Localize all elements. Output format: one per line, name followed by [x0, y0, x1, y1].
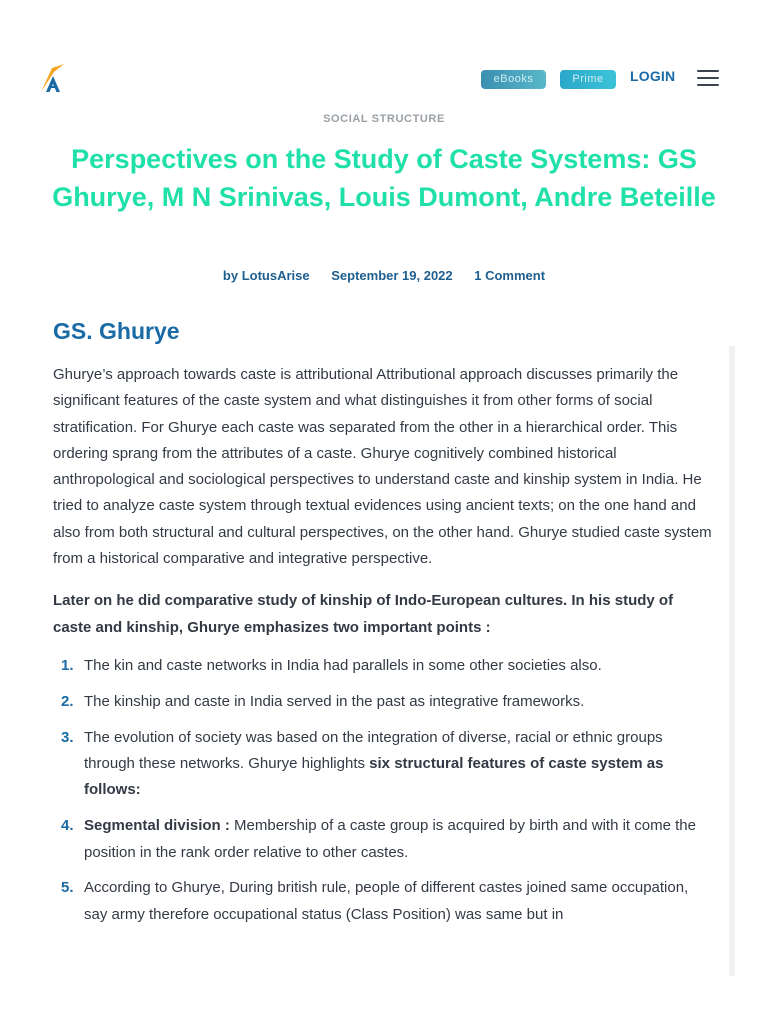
comments-link[interactable]: 1 Comment	[474, 268, 546, 283]
list-item-text: The kinship and caste in India served in the past as integrative frameworks.	[84, 692, 585, 710]
hamburger-menu-icon[interactable]	[697, 70, 719, 86]
site-header	[0, 0, 768, 110]
list-item	[53, 875, 713, 928]
list-number: 5.	[61, 879, 74, 897]
article-body	[53, 314, 713, 938]
article-category[interactable]: SOCIAL STRUCTURE	[323, 113, 445, 125]
ebooks-button[interactable]: eBooks	[481, 70, 546, 89]
date-link[interactable]: September 19, 2022	[331, 268, 453, 283]
list-number: 3.	[61, 728, 74, 746]
bold-paragraph: Later on he did comparative study of kinship of Indo-European cultures. In his study of caste and kinship, Ghurye emphasizes two important points :	[53, 592, 674, 636]
scrollbar[interactable]	[729, 346, 735, 976]
list-number: 4.	[61, 817, 74, 835]
article-meta	[0, 268, 768, 283]
lotusarise-logo[interactable]	[38, 62, 68, 94]
section-heading: GS. Ghurye	[53, 318, 180, 344]
list-item	[53, 813, 713, 866]
list-item-bold-text: six structural features of caste system as follows:	[84, 755, 664, 799]
list-item-text: The kin and caste networks in India had parallels in some other societies also.	[84, 656, 602, 674]
list-number: 2.	[61, 692, 74, 710]
list-item-text: The evolution of society was based on the integration of diverse, racial or ethnic groups through these networks. Ghurye highlights	[84, 728, 663, 773]
list-item	[53, 725, 713, 804]
article-title: Perspectives on the Study of Caste Systems: GS Ghurye, M N Srinivas, Louis Dumont, Andre Beteille	[52, 144, 716, 212]
numbered-list	[53, 653, 713, 928]
prime-button[interactable]: Prime	[560, 70, 616, 89]
list-item	[53, 653, 713, 679]
list-item-text: Membership of a caste group is acquired by birth and with it come the position in the rank order relative to other castes.	[84, 817, 696, 861]
list-item	[53, 689, 713, 715]
list-item-bold-lead: Segmental division :	[84, 817, 230, 835]
login-link[interactable]: LOGIN	[630, 68, 676, 84]
paragraph: Ghurye’s approach towards caste is attributional Attributional approach discusses primarily the significant features of the caste system and what distinguishes it from other forms of social stratification. For Ghurye each caste was separated from the other in a hierarchical order. This ordering sprang from the attributes of a caste. Ghurye cognitively combined historical anthropological and sociological perspectives to understand caste and kinship system in India. He tried to analyze caste system through textual evidences using ancient texts; on the one hand and also from both structural and cultural perspectives, on the other hand. Ghurye studied caste system from a historical comparative and integrative perspective.	[53, 366, 712, 568]
author-link[interactable]: by LotusArise	[222, 268, 310, 283]
list-item-text: According to Ghurye, During british rule, people of different castes joined same occupation, say army therefore occupational status (Class Position) was same but in	[84, 879, 689, 923]
list-number: 1.	[61, 656, 74, 674]
